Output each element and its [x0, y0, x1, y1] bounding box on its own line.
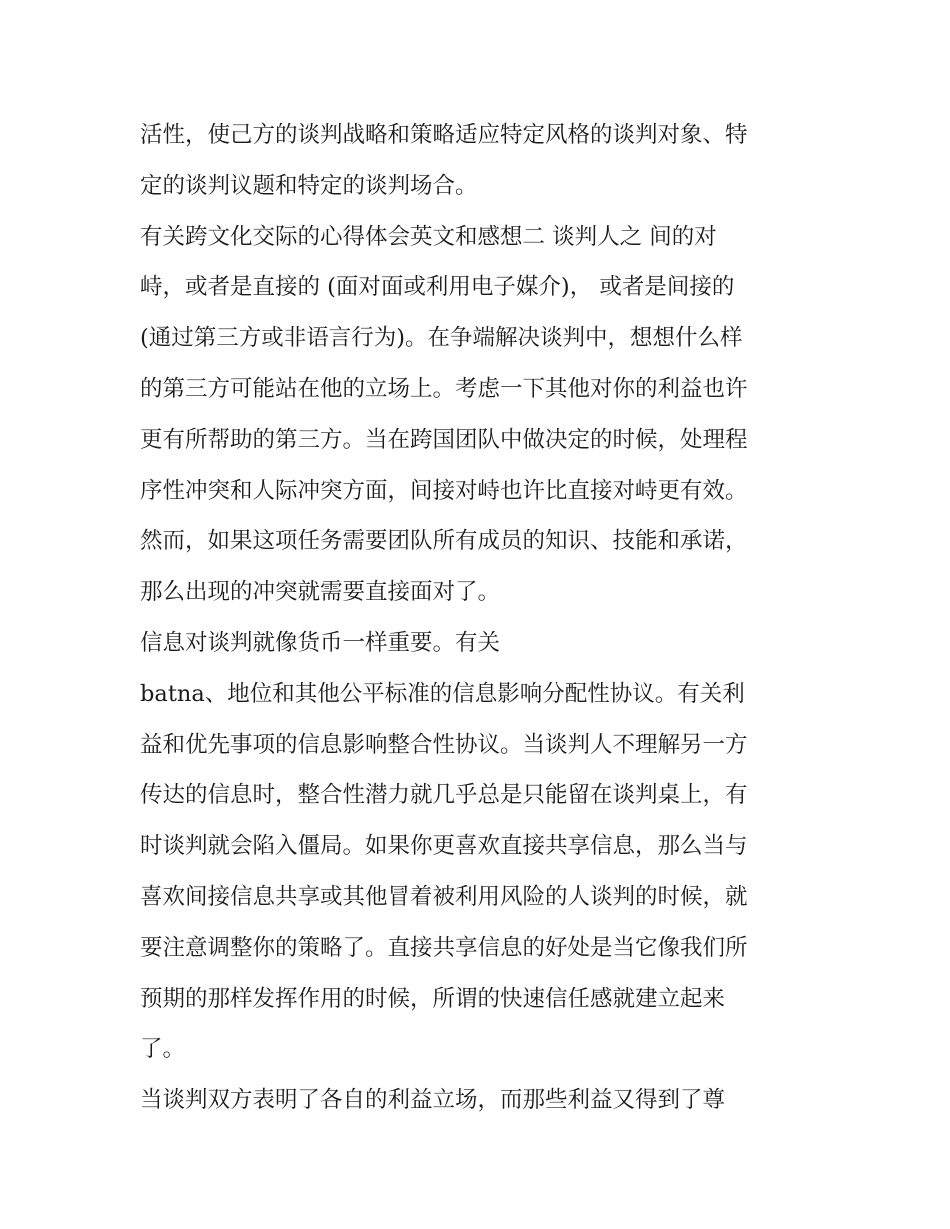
text-line: 有关跨文化交际的心得体会英文和感想二 谈判人之 间的对 [140, 223, 717, 250]
body-text [140, 110, 820, 1126]
text-line: 益和优先事项的信息影响整合性协议。当谈判人不理解另一方 [140, 731, 748, 758]
text-line: 活性，使己方的谈判战略和策略适应特定风格的谈判对象、特 [140, 122, 748, 148]
text-line: 然而，如果这项任务需要团队所有成员的知识、技能和承诺， [140, 528, 748, 555]
text-line: 那么出现的冲突就需要直接面对了。 [140, 579, 501, 606]
text-line: batna、地位和其他公平标准的信息影响分配性协议。有关利 [140, 680, 745, 707]
text-line: (通过第三方或非语言行为)。在争端解决谈判中，想想什么样 [140, 325, 743, 352]
text-line: 信息对谈判就像货币一样重要。有关 [140, 629, 501, 656]
text-line: 当谈判双方表明了各自的利益立场，而那些利益又得到了尊 [140, 1087, 726, 1114]
text-line: 喜欢间接信息共享或其他冒着被利用风险的人谈判的时候，就 [140, 883, 748, 910]
text-line: 时谈判就会陷入僵局。如果你更喜欢直接共享信息，那么当与 [140, 833, 748, 860]
text-line: 的第三方可能站在他的立场上。考虑一下其他对你的利益也许 [140, 375, 748, 402]
text-line: 峙，或者是直接的 (面对面或利用电子媒介)， 或者是间接的 [140, 274, 735, 301]
text-line: 更有所帮助的第三方。当在跨国团队中做决定的时候，处理程 [140, 426, 748, 453]
text-line: 定的谈判议题和特定的谈判场合。 [140, 172, 478, 199]
text-line: 传达的信息时，整合性潜力就几乎总是只能留在谈判桌上，有 [140, 782, 748, 809]
text-line: 了。 [140, 1036, 186, 1063]
text-line: 预期的那样发挥作用的时候，所谓的快速信任感就建立起来 [140, 985, 726, 1012]
text-line: 序性冲突和人际冲突方面，间接对峙也许比直接对峙更有效。 [140, 477, 748, 504]
text-line: 要注意调整你的策略了。直接共享信息的好处是当它像我们所 [140, 934, 748, 961]
